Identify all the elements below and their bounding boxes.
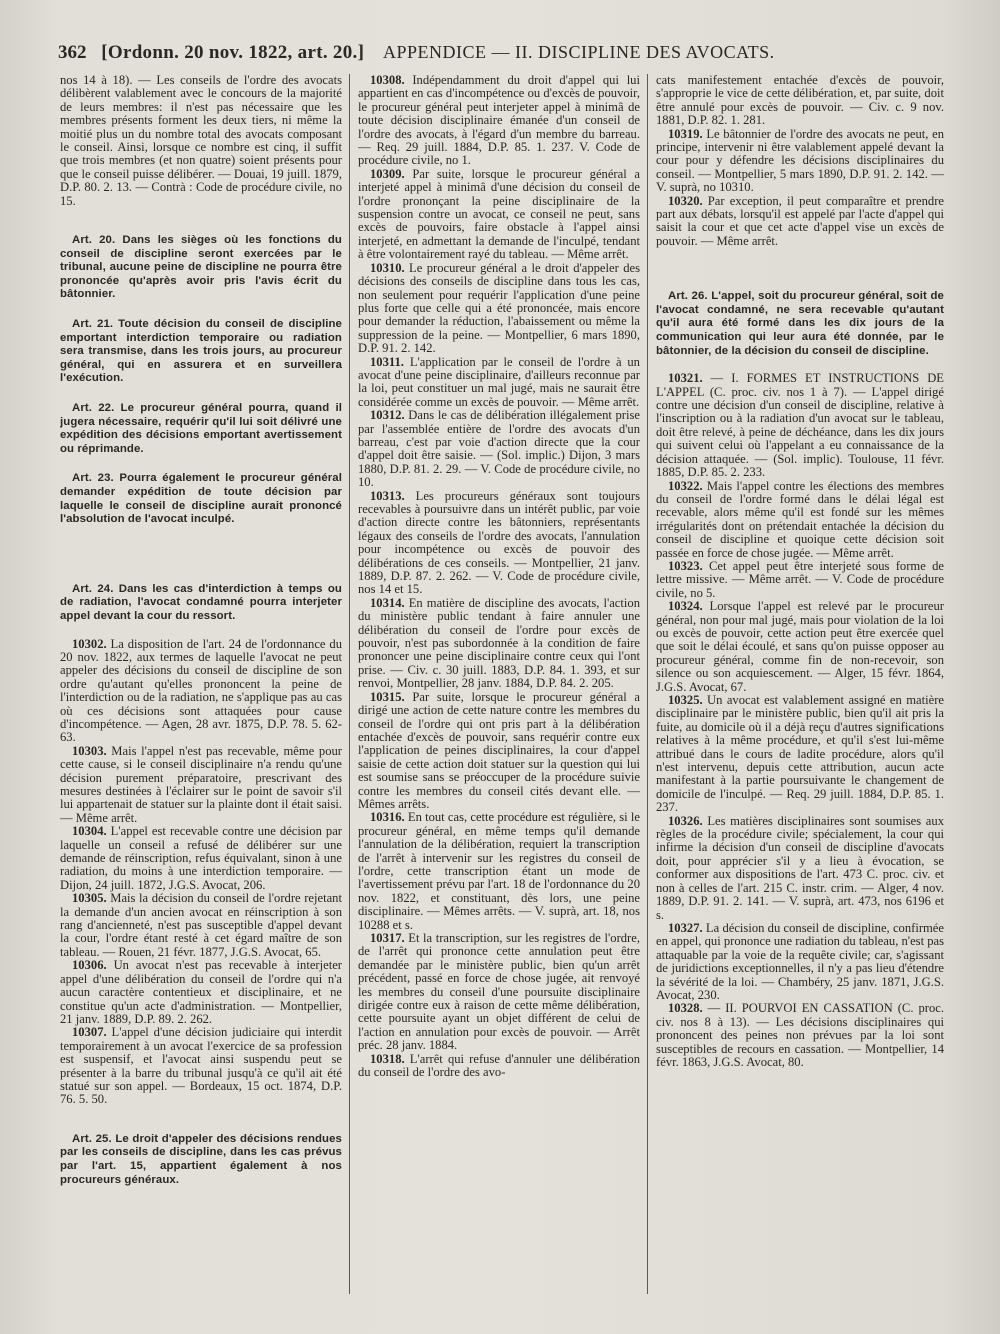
text-column-right bbox=[656, 74, 944, 1304]
entry-10308 bbox=[358, 74, 640, 168]
article-23: Art. 23. Pourra également le procureur général demander expédition de toute décision par laquelle le conseil de discipline aurait prononcé l'absolution de l'avocat inculpé. bbox=[60, 472, 342, 526]
column-divider bbox=[647, 74, 648, 1294]
entry-10328 bbox=[656, 1002, 944, 1069]
entry-text: Indépendamment du droit d'appel qui lui appartient en cas d'incompétence ou d'excès de pouvoir, le procureur général peut interjeter appel à minimâ de toute décision disciplinaire émanée d'un conseil de l'ordre des avocats, à l'égard d'un membre du barreau. — Req. 29 juill. 1884, D.P. 85. 1. 237. V. Code de procédure civile, no 1. bbox=[358, 74, 640, 168]
entry-text: L'appel d'une décision judiciaire qui interdit temporairement à un avocat l'exercice de sa profession est suspensif, et l'avocat ainsi suspendu peut se présenter à la barre du tribunal jusqu'à ce qu'il ait été statué sur son appel. — Bordeaux, 15 oct. 1874, D.P. 76. 5. 50. bbox=[60, 1025, 342, 1107]
entry-10326 bbox=[656, 815, 944, 922]
entry-text: Mais l'appel n'est pas recevable, même pour cette cause, si le conseil disciplinaire n'a rendu qu'une décision purement préparatoire, prescrivant des mesures destinées à l'éclairer sur le point de savoir s'il lui appartenait de statuer sur la plainte dont il était saisi. — Même arrêt. bbox=[60, 743, 342, 825]
entry-number: 10319. bbox=[668, 126, 703, 141]
entry-text: L'arrêt qui refuse d'annuler une délibération du conseil de l'ordre des avo- bbox=[358, 1051, 640, 1080]
entry-text: Le procureur général a le droit d'appeler des décisions des conseils de discipline dans tous les cas, non seulement pour requérir l'application d'une peine plus forte que celle qui a été prononcée, mais encore pour demander la réduction, l'abaissement ou même la suppression de la peine. — Montpellier, 6 mars 1890, D.P. 91. 2. 142. bbox=[358, 260, 640, 356]
entry-number: 10324. bbox=[668, 599, 703, 614]
entry-text: La décision du conseil de discipline, confirmée en appel, qui prononce une radiation du tableau, n'est pas attaquable par la voie de la requête civile; car, s'agissant de juridictions exceptionnelles, il n'y a pas lieu d'étendre la sévérité de la loi. — Chambéry, 25 janv. 1871, J.G.S. Avocat, 230. bbox=[656, 920, 944, 1002]
entry-text: Mais la décision du conseil de l'ordre rejetant la demande d'un ancien avocat en réinscription à son rang d'ancienneté, n'est pas susceptible d'appel devant la cour, l'ordre étant resté à cet égard maître de son tableau. — Rouen, 21 févr. 1877, J.G.S. Avocat, 65. bbox=[60, 891, 342, 959]
entry-10311 bbox=[358, 356, 640, 410]
entry-10307 bbox=[60, 1026, 342, 1106]
entry-number: 10310. bbox=[370, 260, 405, 275]
entry-number: 10313. bbox=[370, 488, 405, 503]
paragraph-continued: nos 14 à 18). — Les conseils de l'ordre des avocats délibèrent valablement avec le concours de la majorité de leurs membres: il n'est pas nécessaire que les membres présents forment les deux tiers, ni même la moitié plus un du nombre total des avocats composant le conseil. Ainsi, lorsque ce nombre est cinq, il suffit que trois membres (et non quatre) soient présents pour que le conseil puisse délibérer. — Douai, 19 juill. 1879, D.P. 80. 2. 13. — Contrà : Code de procédure civile, no 15. bbox=[60, 74, 342, 208]
entry-text: Les procureurs généraux sont toujours recevables à poursuivre dans un intérêt public, par voie d'action directe contre les bâtonniers, représentants légaux des conseils de l'ordre des avocats, l'annulation pour incompétence ou excès de pouvoir des délibérations de ces conseils. — Montpellier, 21 janv. 1889, D.P. 87. 2. 262. — V. Code de procédure civile, nos 14 et 15. bbox=[358, 488, 640, 597]
entry-text: Le bâtonnier de l'ordre des avocats ne peut, en principe, intervenir ni être valablement appelé devant la cour pour y défendre les décisions disciplinaires du conseil. — Montpellier, 5 mars 1890, D.P. 91. 2. 142. — V. suprà, no 10310. bbox=[656, 126, 944, 195]
entry-10305 bbox=[60, 892, 342, 959]
entry-number: 10306. bbox=[72, 958, 107, 973]
entry-number: 10320. bbox=[668, 193, 703, 208]
entry-10323 bbox=[656, 560, 944, 600]
entry-10320 bbox=[656, 195, 944, 249]
entry-number: 10328. bbox=[668, 1001, 703, 1016]
entry-text: Et la transcription, sur les registres de l'ordre, de l'arrêt qui prononce cette annulation peut être demandée par le ministère public, bien qu'un arrêt précédent, passé en force de chose jugée, ait renvoyé les membres du conseil d'une poursuite disciplinaire dirigée contre eux à raison de cette même délibération, cette poursuite ayant un objet différent de celui de l'action en annulation pour excès de pouvoir. — Arrêt préc. 28 janv. 1884. bbox=[358, 931, 640, 1053]
entry-text: Un avocat est valablement assigné en matière disciplinaire par le ministère public, bien qu'il ait pris la fuite, au domicile où il a déjà reçu d'autres significations relatives à la même procédure, et qu'il s'est lui-même attribué dans le cours de ladite procédure, alors qu'il n'est intervenu, depuis cette attribution, aucun acte manifestant à la partie poursuivante le changement de domicile de l'inculpé. — Req. 29 juill. 1884, D.P. 85. 1. 237. bbox=[656, 693, 944, 815]
entry-number: 10323. bbox=[668, 558, 703, 573]
entry-text: En tout cas, cette procédure est régulière, si le procureur général, en même temps qu'il demande l'annulation de la délibération, requiert la transcription de l'arrêt à intervenir sur les registres du conseil de l'ordre, cette transcription étant un mode de l'avertissement prévu par l'art. 18 de l'ordonnance du 20 nov. 1822, et constituant, dès lors, une peine disciplinaire. — Mêmes arrêts. — V. suprà, art. 18, nos 10288 et s. bbox=[358, 810, 640, 932]
entry-10309 bbox=[358, 168, 640, 262]
entry-number: 10305. bbox=[72, 891, 107, 906]
entry-number: 10325. bbox=[668, 693, 703, 707]
entry-number: 10309. bbox=[370, 166, 405, 181]
entry-number: 10315. bbox=[370, 689, 405, 704]
entry-10314 bbox=[358, 597, 640, 691]
entry-10304 bbox=[60, 825, 342, 892]
entry-10322 bbox=[656, 480, 944, 560]
article-22: Art. 22. Le procureur général pourra, quand il jugera nécessaire, requérir qu'il lui soit délivré une expédition des décisions emportant avertissement ou réprimande. bbox=[60, 402, 342, 455]
entry-number: 10308. bbox=[370, 74, 405, 87]
entry-text: Mais l'appel contre les élections des membres du conseil de l'ordre formé dans le délai légal est recevable, alors même qu'il est fondé sur les mêmes irrégularités dont on prétendait entachée la décision du conseil de discipline et quoique cette décision soit passée en force de chose jugée. — Même arrêt. bbox=[656, 478, 944, 560]
entry-10319 bbox=[656, 128, 944, 195]
entry-text: Lorsque l'appel est relevé par le procureur général, non pour mal jugé, mais pour violation de la loi ou excès de pouvoir, cette action peut être exercée quel que soit le délai écoulé, et sans qu'on puisse opposer au procureur général, comme fin de non-recevoir, son silence ou son acquiescement. — Alger, 15 févr. 1864, J.G.S. Avocat, 67. bbox=[656, 599, 944, 694]
entry-number: 10302. bbox=[72, 636, 107, 651]
running-header bbox=[58, 38, 958, 68]
page-number: 362 bbox=[58, 42, 87, 63]
entry-text: La disposition de l'art. 24 de l'ordonnance du 20 nov. 1822, aux termes de laquelle l'avocat ne peut appeler des décisions du conseil de discipline de son ordre qu'autant qu'elles prononcent la peine de l'interdiction ou de la radiation, ne s'applique pas au cas où ces décisions sont attaquées pour cause d'incompétence. — Agen, 28 avr. 1875, D.P. 78. 5. 62-63. bbox=[60, 636, 342, 745]
entry-number: 10321. bbox=[668, 371, 703, 386]
entry-10316 bbox=[358, 811, 640, 932]
entry-text: Les matières disciplinaires sont soumises aux règles de la procédure civile; spécialement, la cour qui infirme la décision d'un conseil de discipline d'avocats doit, pour apprécier s'il y a lieu à évocation, se conformer aux dispositions de l'art. 473 C. proc. civ. et non à celles de l'art. 215 C. instr. crim. — Alger, 4 nov. 1889, D.P. 91. 2. 141. — V. suprà, art. 473, nos 6196 et s. bbox=[656, 813, 944, 922]
entry-text: L'application par le conseil de l'ordre à un avocat d'une peine disciplinaire, d'ailleurs reconnue par la loi, peut constituer un mal jugé, mais ne saurait être considérée comme un excès de pouvoir. — Même arrêt. bbox=[358, 354, 640, 409]
header-reference: [Ordonn. 20 nov. 1822, art. 20.] bbox=[101, 42, 365, 63]
article-24: Art. 24. Dans les cas d'interdiction à temps ou de radiation, l'avocat condamné pourra interjeter appel devant la cour du ressort. bbox=[60, 582, 342, 622]
text-column-left bbox=[60, 74, 342, 1304]
entry-10303 bbox=[60, 745, 342, 825]
entry-text: Un avocat n'est pas recevable à interjeter appel d'une délibération du conseil de l'ordre qui n'a aucun caractère contentieux et disciplinaire, et ne constitue qu'un acte d'administration. — Montpellier, 21 janv. 1889, D.P. 89. 2. 262. bbox=[60, 958, 342, 1026]
entry-number: 10317. bbox=[370, 931, 405, 945]
entry-number: 10304. bbox=[72, 824, 107, 839]
entry-number: 10322. bbox=[668, 478, 703, 493]
entry-10318 bbox=[358, 1053, 640, 1080]
entry-text: Par suite, lorsque le procureur général a interjeté appel à minimâ d'une décision du conseil de l'ordre prononçant la peine disciplinaire de la suspension contre un avocat, ce conseil ne peut, sans excès de pouvoirs, faire obstacle à l'appel ainsi interjeté, en admettant la demande de l'inculpé, tendant à être volontairement rayé du tableau. — Même arrêt. bbox=[358, 166, 640, 262]
entry-10302 bbox=[60, 638, 342, 745]
entry-number: 10307. bbox=[72, 1025, 107, 1040]
paragraph-continued: cats manifestement entachée d'excès de pouvoir, s'approprie le vice de cette délibération, et, par suite, doit être annulé pour excès de pouvoir. — Civ. c. 9 nov. 1881, D.P. 82. 1. 281. bbox=[656, 74, 944, 128]
entry-10312 bbox=[358, 409, 640, 489]
entry-10306 bbox=[60, 959, 342, 1026]
header-section-title: APPENDICE — II. DISCIPLINE DES AVOCATS. bbox=[382, 42, 775, 62]
entry-10315 bbox=[358, 691, 640, 812]
entry-number: 10316. bbox=[370, 810, 405, 825]
entry-number: 10311. bbox=[370, 354, 404, 369]
entry-number: 10318. bbox=[370, 1051, 405, 1066]
entry-text: Par suite, lorsque le procureur général a dirigé une action de cette nature contre les membres du conseil de l'ordre qui ont pris part à la délibération entachée d'excès de pouvoir, sans requérir contre eux l'application de peines disciplinaires, la cour d'appel saisie de cette action doit statuer sur la question qui lui est soumise sans se préoccuper de la procédure suivie contre les membres du conseil cités devant elle. — Mêmes arrêts. bbox=[358, 689, 640, 811]
entry-text: En matière de discipline des avocats, l'action du ministère public tendant à faire annuler une délibération du conseil de l'ordre pour excès de pouvoir, n'est pas subordonnée à la condition de faire prononcer une peine disciplinaire contre ceux qui l'ont prise. — Civ. c. 30 juill. 1883, D.P. 84. 1. 393, et sur renvoi, Montpellier, 28 janv. 1884, D.P. 84. 2. 205. bbox=[358, 595, 640, 691]
entry-number: 10314. bbox=[370, 595, 405, 610]
entry-text: Cet appel peut être interjeté sous forme de lettre missive. — Même arrêt. — V. Code de procédure civile, no 5. bbox=[656, 558, 944, 600]
article-25: Art. 25. Le droit d'appeler des décisions rendues par les conseils de discipline, dans les cas prévus par l'art. 15, appartient également à nos procureurs généraux. bbox=[60, 1132, 342, 1186]
text-column-middle bbox=[358, 74, 640, 1304]
entry-text: Dans le cas de délibération illégalement prise par l'assemblée entière de l'ordre des avocats d'un barreau, c'est par voie d'action directe que la cour d'appel doit être saisie. — (Sol. implic.) Dijon, 3 mars 1880, D.P. 81. 2. 29. — V. Code de procédure civile, no 10. bbox=[358, 408, 640, 490]
entry-number: 10312. bbox=[370, 408, 405, 423]
article-26: Art. 26. L'appel, soit du procureur général, soit de l'avocat condamné, ne sera recevable qu'autant qu'il aura été formé dans les dix jours de la communication qui leur aura été donnée, par le bâtonnier, de la décision du conseil de discipline. bbox=[656, 290, 944, 357]
entry-text: L'appel est recevable contre une décision par laquelle un conseil a refusé de délibérer sur une demande de réinscription, refus équivalant, sinon à une radiation, du moins à une interdiction temporaire. — Dijon, 24 juill. 1872, J.G.S. Avocat, 206. bbox=[60, 824, 342, 892]
entry-10310 bbox=[358, 262, 640, 356]
entry-text: — II. POURVOI EN CASSATION (C. proc. civ. nos 8 à 13). — Les décisions disciplinaires qui prononcent des peines non prévues par la loi sont susceptibles de recours en cassation. — Montpellier, 14 févr. 1863, J.G.S. Avocat, 80. bbox=[656, 1001, 944, 1069]
entry-number: 10326. bbox=[668, 813, 703, 828]
entry-10327 bbox=[656, 922, 944, 1002]
entry-number: 10303. bbox=[72, 743, 107, 758]
entry-10317 bbox=[358, 932, 640, 1053]
article-20: Art. 20. Dans les sièges où les fonctions du conseil de discipline seront exercées par le tribunal, aucune peine de discipline ne pourra être prononcée qu'après avoir pris l'avis écrit du bâtonnier. bbox=[60, 234, 342, 301]
entry-10324 bbox=[656, 600, 944, 694]
article-21: Art. 21. Toute décision du conseil de discipline emportant interdiction temporaire ou radiation sera transmise, dans les trois jours, au procureur général, qui en assurera et en surveillera l'exécution. bbox=[60, 318, 342, 385]
entry-text: Par exception, il peut comparaître et prendre part aux débats, lorsqu'il est appelé par l'acte d'appel qui saisit la cour et que cet acte d'appel vise un excès de pouvoir. — Même arrêt. bbox=[656, 193, 944, 248]
entry-text: — I. FORMES ET INSTRUCTIONS DE L'APPEL (C. proc. civ. nos 1 à 7). — L'appel dirigé contre une décision d'un conseil de discipline, relative à l'inscription ou à la radiation d'un avocat sur le tableau, doit être relevé, à peine de déchéance, dans les dix jours qui suivent celui où l'appelant a eu connaissance de la décision attaquée. — (Sol. implic). Toulouse, 11 févr. 1885, D.P. 85. 2. 233. bbox=[656, 371, 944, 480]
entry-10321 bbox=[656, 372, 944, 479]
entry-10325 bbox=[656, 694, 944, 815]
column-divider bbox=[349, 74, 350, 1294]
entry-10313 bbox=[358, 490, 640, 597]
entry-number: 10327. bbox=[668, 920, 703, 935]
